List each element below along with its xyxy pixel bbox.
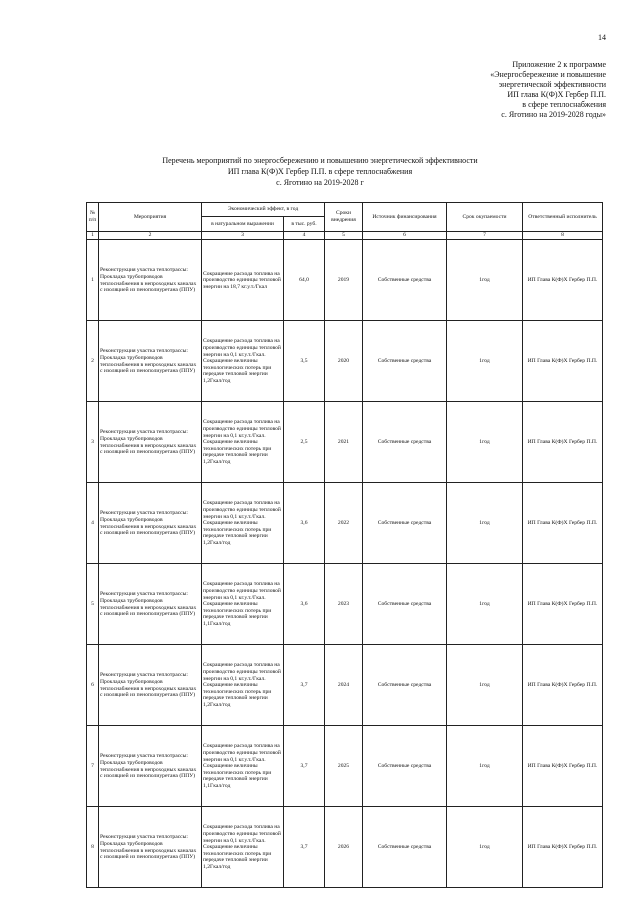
header-num: № п/п — [87, 203, 99, 232]
appendix-line: ИП глава К(Ф)Х Гербер П.П. — [507, 90, 606, 99]
deadline-cell: 2021 — [325, 402, 363, 483]
payback-cell: 1год — [447, 726, 523, 807]
payback-cell: 1год — [447, 402, 523, 483]
effect-cell: Сокращение расхода топлива на производство единицы тепловой энергии на 0,1 кг.у.т./Гкал. Сокращение величины технологических потерь при передаче тепловой энергии 1,2Гкал/год — [202, 807, 284, 888]
payback-cell: 1год — [447, 483, 523, 564]
page-number: 14 — [598, 33, 606, 42]
measure-cell: Реконструкция участка теплотрассы: Прокладка трубопроводов теплоснабжения в непроходных каналах с изоляцией из пенополиуретана (ППУ) — [99, 321, 202, 402]
column-number: 3 — [202, 232, 284, 240]
source-cell: Собственные средства — [363, 321, 447, 402]
effect-cell: Сокращение расхода топлива на производство единицы тепловой энергии на 0,1 кг.у.т./Гкал. Сокращение величины технологических потерь при передаче тепловой энергии 1,2Гкал/год — [202, 483, 284, 564]
deadline-cell: 2025 — [325, 726, 363, 807]
table-row — [87, 402, 603, 483]
measure-cell: Реконструкция участка теплотрассы: Прокладка трубопроводов теплоснабжения в непроходных каналах с изоляцией из пенополиуретана (ППУ) — [99, 807, 202, 888]
column-number: 2 — [99, 232, 202, 240]
measures-table — [86, 202, 603, 888]
measure-cell: Реконструкция участка теплотрассы: Прокладка трубопроводов теплоснабжения в непроходных каналах с изоляцией из пенополиуретана (ППУ) — [99, 402, 202, 483]
measure-cell: Реконструкция участка теплотрассы: Прокладка трубопроводов теплоснабжения в непроходных каналах с изоляцией из пенополиуретана (ППУ) — [99, 240, 202, 321]
money-cell: 3,6 — [284, 483, 325, 564]
deadline-cell: 2026 — [325, 807, 363, 888]
table-row — [87, 321, 603, 402]
responsible-cell: ИП Глава К(Ф)Х Гербер П.П. — [523, 564, 603, 645]
responsible-cell: ИП Глава К(Ф)Х Гербер П.П. — [523, 240, 603, 321]
header-source: Источник финансирования — [363, 203, 447, 232]
effect-cell: Сокращение расхода топлива на производство единицы тепловой энергии на 0,1 кг.у.т./Гкал. Сокращение величины технологических потерь при передаче тепловой энергии 1,2Гкал/год — [202, 645, 284, 726]
payback-cell: 1год — [447, 645, 523, 726]
title-line: Перечень мероприятий по энергосбережению и повышению энергетической эффективности — [162, 156, 478, 165]
appendix-line: в сфере теплоснабжения — [522, 100, 606, 109]
table-row — [87, 564, 603, 645]
header-deadline: Сроки внедрения — [325, 203, 363, 232]
responsible-cell: ИП Глава К(Ф)Х Гербер П.П. — [523, 321, 603, 402]
row-number: 5 — [87, 564, 99, 645]
table-row — [87, 483, 603, 564]
effect-cell: Сокращение расхода топлива на производство единицы тепловой энергии на 0,1 кг.у.т./Гкал. Сокращение величины технологических потерь при передаче тепловой энергии 1,2Гкал/год — [202, 321, 284, 402]
effect-cell: Сокращение расхода топлива на производство единицы тепловой энергии на 0,1 кг.у.т./Гкал. Сокращение величины технологических потерь при передаче тепловой энергии 1,1Гкал/год — [202, 726, 284, 807]
row-number: 8 — [87, 807, 99, 888]
measure-cell: Реконструкция участка теплотрассы: Прокладка трубопроводов теплоснабжения в непроходных каналах с изоляцией из пенополиуретана (ППУ) — [99, 483, 202, 564]
column-number: 5 — [325, 232, 363, 240]
money-cell: 3,7 — [284, 645, 325, 726]
title-line: ИП глава К(Ф)Х Гербер П.П. в сфере теплоснабжения — [227, 167, 413, 176]
deadline-cell: 2022 — [325, 483, 363, 564]
measure-cell: Реконструкция участка теплотрассы: Прокладка трубопроводов теплоснабжения в непроходных каналах с изоляцией из пенополиуретана (ППУ) — [99, 564, 202, 645]
appendix-line: энергетической эффективности — [498, 80, 606, 89]
column-number: 7 — [447, 232, 523, 240]
deadline-cell: 2020 — [325, 321, 363, 402]
header-measures: Мероприятия — [99, 203, 202, 232]
header-payback: Срок окупаемости — [447, 203, 523, 232]
title-line: с. Яготино на 2019-2028 г — [276, 178, 364, 187]
payback-cell: 1год — [447, 807, 523, 888]
deadline-cell: 2023 — [325, 564, 363, 645]
effect-cell: Сокращение расхода топлива на производство единицы тепловой энергии на 0,1 кг.у.т./Гкал. Сокращение величины технологических потерь при передаче тепловой энергии 1,2Гкал/год — [202, 402, 284, 483]
source-cell: Собственные средства — [363, 726, 447, 807]
row-number: 2 — [87, 321, 99, 402]
source-cell: Собственные средства — [363, 564, 447, 645]
table-row — [87, 240, 603, 321]
responsible-cell: ИП Глава К(Ф)Х Гербер П.П. — [523, 645, 603, 726]
row-number: 7 — [87, 726, 99, 807]
payback-cell: 1год — [447, 564, 523, 645]
appendix-line: «Энергосбережение и повышение — [490, 70, 606, 79]
document-title — [60, 155, 580, 188]
responsible-cell: ИП Глава К(Ф)Х Гербер П.П. — [523, 726, 603, 807]
deadline-cell: 2019 — [325, 240, 363, 321]
appendix-note — [366, 60, 606, 120]
money-cell: 3,7 — [284, 726, 325, 807]
column-number: 8 — [523, 232, 603, 240]
responsible-cell: ИП Глава К(Ф)Х Гербер П.П. — [523, 807, 603, 888]
table-row — [87, 807, 603, 888]
money-cell: 64,0 — [284, 240, 325, 321]
table-row — [87, 726, 603, 807]
column-number: 6 — [363, 232, 447, 240]
responsible-cell: ИП Глава К(Ф)Х Гербер П.П. — [523, 402, 603, 483]
appendix-line: Приложение 2 к программе — [512, 60, 606, 69]
money-cell: 3,6 — [284, 564, 325, 645]
source-cell: Собственные средства — [363, 807, 447, 888]
source-cell: Собственные средства — [363, 645, 447, 726]
effect-cell: Сокращение расхода топлива на производство единицы тепловой энергии на 18,7 кг.у.т./Гкал — [202, 240, 284, 321]
header-responsible: Ответственный исполнитель — [523, 203, 603, 232]
row-number: 4 — [87, 483, 99, 564]
deadline-cell: 2024 — [325, 645, 363, 726]
row-number: 3 — [87, 402, 99, 483]
column-number: 1 — [87, 232, 99, 240]
header-effect-natural: в натуральном выражении — [202, 217, 284, 232]
source-cell: Собственные средства — [363, 240, 447, 321]
payback-cell: 1год — [447, 321, 523, 402]
measure-cell: Реконструкция участка теплотрассы: Прокладка трубопроводов теплоснабжения в непроходных каналах с изоляцией из пенополиуретана (ППУ) — [99, 726, 202, 807]
header-effect-money: в тыс. руб. — [284, 217, 325, 232]
payback-cell: 1год — [447, 240, 523, 321]
column-number: 4 — [284, 232, 325, 240]
row-number: 1 — [87, 240, 99, 321]
table-row — [87, 645, 603, 726]
header-effect: Экономический эффект, в год — [202, 203, 325, 217]
source-cell: Собственные средства — [363, 483, 447, 564]
measure-cell: Реконструкция участка теплотрассы: Прокладка трубопроводов теплоснабжения в непроходных каналах с изоляцией из пенополиуретана (ППУ) — [99, 645, 202, 726]
source-cell: Собственные средства — [363, 402, 447, 483]
responsible-cell: ИП Глава К(Ф)Х Гербер П.П. — [523, 483, 603, 564]
money-cell: 3,5 — [284, 321, 325, 402]
row-number: 6 — [87, 645, 99, 726]
appendix-line: с. Яготино на 2019-2028 годы» — [501, 110, 606, 119]
money-cell: 3,7 — [284, 807, 325, 888]
effect-cell: Сокращение расхода топлива на производство единицы тепловой энергии на 0,1 кг.у.т./Гкал. Сокращение величины технологических потерь при передаче тепловой энергии 1,1Гкал/год — [202, 564, 284, 645]
money-cell: 2,5 — [284, 402, 325, 483]
